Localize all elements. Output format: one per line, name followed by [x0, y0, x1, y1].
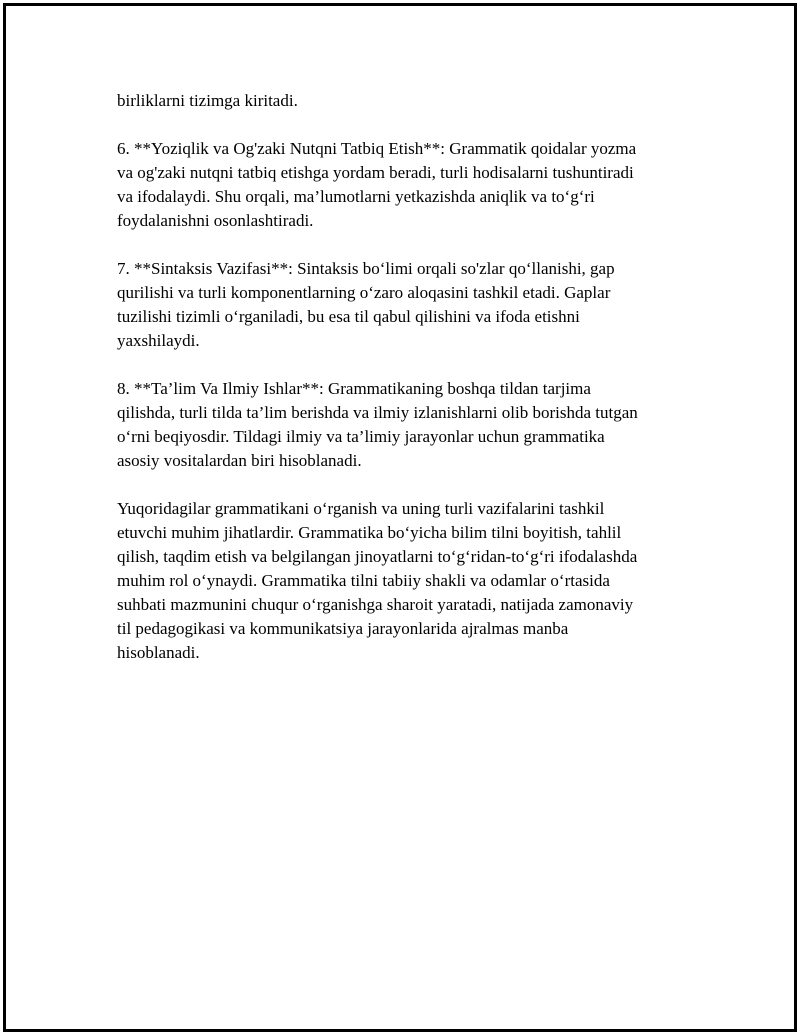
text-line: 7. **Sintaksis Vazifasi**: Sintaksis bo‘limi orqali so'zlar qo‘llanishi, gap: [117, 259, 615, 278]
text-line: qilishda, turli tilda ta’lim berishda va ilmiy izlanishlarni olib borishda tutgan: [117, 403, 638, 422]
text-line: muhim rol o‘ynaydi. Grammatika tilni tabiiy shakli va odamlar o‘rtasida: [117, 571, 610, 590]
text-line: yaxshilaydi.: [117, 331, 200, 350]
text-line: 6. **Yoziqlik va Og'zaki Nutqni Tatbiq Etish**: Grammatik qoidalar yozma: [117, 139, 637, 158]
text-line: hisoblanadi.: [117, 643, 200, 662]
text-line: etuvchi muhim jihatlardir. Grammatika bo‘yicha bilim tilni boyitish, tahlil: [117, 523, 622, 542]
text-line: qurilishi va turli komponentlarning o‘zaro aloqasini tashkil etadi. Gaplar: [117, 283, 611, 302]
text-line: til pedagogikasi va kommunikatsiya jarayonlarida ajralmas manba: [117, 619, 569, 638]
text-line: birliklarni tizimga kiritadi.: [117, 91, 298, 110]
paragraph-item-7: [117, 257, 692, 353]
text-line: foydalanishni osonlashtiradi.: [117, 211, 314, 230]
paragraph-continuation: [117, 89, 692, 113]
text-line: tuzilishi tizimli o‘rganiladi, bu esa til qabul qilishini va ifoda etishni: [117, 307, 580, 326]
text-line: va og'zaki nutqni tatbiq etishga yordam beradi, turli hodisalarni tushuntiradi: [117, 163, 634, 182]
text-line: va ifodalaydi. Shu orqali, ma’lumotlarni yetkazishda aniqlik va to‘g‘ri: [117, 187, 595, 206]
text-line: 8. **Ta’lim Va Ilmiy Ishlar**: Grammatikaning boshqa tildan tarjima: [117, 379, 591, 398]
text-line: suhbati mazmunini chuqur o‘rganishga sharoit yaratadi, natijada zamonaviy: [117, 595, 634, 614]
text-line: qilish, taqdim etish va belgilangan jinoyatlarni to‘g‘ridan-to‘g‘ri ifodalashda: [117, 547, 638, 566]
paragraph-conclusion: [117, 497, 692, 665]
text-line: o‘rni beqiyosdir. Tildagi ilmiy va ta’limiy jarayonlar uchun grammatika: [117, 427, 605, 446]
text-line: Yuqoridagilar grammatikani o‘rganish va uning turli vazifalarini tashkil: [117, 499, 605, 518]
document-body: [117, 89, 692, 689]
paragraph-item-8: [117, 377, 692, 473]
paragraph-item-6: [117, 137, 692, 233]
text-line: asosiy vositalardan biri hisoblanadi.: [117, 451, 362, 470]
